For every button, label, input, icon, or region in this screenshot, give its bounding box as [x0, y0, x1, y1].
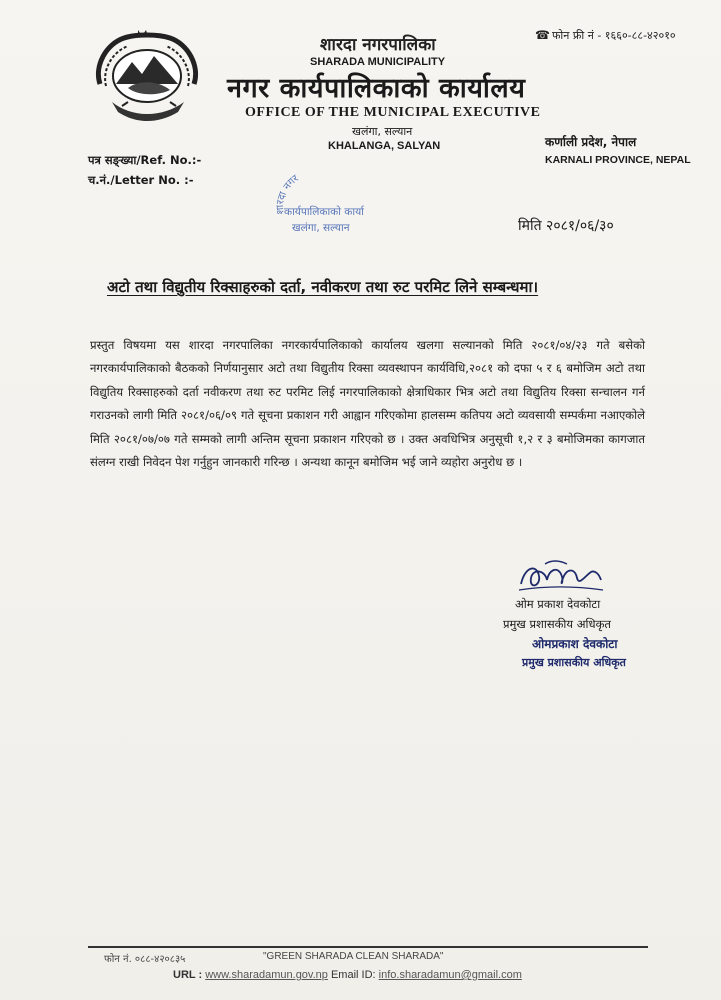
handwritten-signature — [515, 556, 607, 598]
signatory-title-stamp: प्रमुख प्रशासकीय अधिकृत — [522, 656, 626, 669]
location-en: KHALANGA, SALYAN — [328, 140, 441, 152]
signatory-title: प्रमुख प्रशासकीय अधिकृत — [503, 617, 611, 631]
letter-date: मिति २०८१/०६/३० — [518, 218, 614, 234]
municipality-name-np: शारदा नगरपालिका — [320, 35, 436, 55]
province-np: कर्णाली प्रदेश, नेपाल — [545, 135, 637, 149]
office-stamp — [272, 170, 372, 240]
email-link[interactable]: info.sharadamun@gmail.com — [378, 969, 522, 981]
signatory-name-stamp: ओमप्रकाश देवकोटा — [532, 637, 618, 651]
letter-body: प्रस्तुत विषयमा यस शारदा नगरपालिका नगरकार्यपालिकाको कार्यालय खलगा सल्यानको मिति २०८१/०४/२३ गते बसेको नगरकार्यपालिकाको बैठकको निर्णयानुसार अटो तथा विद्युतीय रिक्सा व्यवस्थापन कार्यविधि,२०८१ को दफा ५ र ६ बमोजिम अटो तथा विद्युतिय रिक्साहरुको दर्ता नवीकरण तथा रुट परमिट लिई नगरपालिकाको क्षेत्राधिकार भित्र अटो तथा विद्युतिय रिक्सा सन्चालन गर्न गराउनको लागी मिति २०८१/०६/०९ गते सूचना प्रकाशन गरी आह्वान गरिएकोमा हालसम्म कतिपय अटो व्यवसायी सम्पर्कमा नआएकोले मिति २०८१/०७/०७ गते सम्मको लागी अन्तिम सूचना प्रकाशन गरिएको छ । उक्त अवधिभित्र अनुसूची १,२ र ३ बमोजिमका कागजात संलग्न राखी निवेदन पेश गर्नुहुन जानकारी गरिन्छ । अन्यथा कानून बमोजिम भई जाने व्यहोरा अनुरोध छ । — [90, 338, 645, 470]
nepal-emblem-icon — [92, 26, 202, 126]
signatory-name: ओम प्रकाश देवकोटा — [515, 597, 601, 611]
stamp-text-top: शारदा नगर — [274, 173, 301, 215]
province-en: KARNALI PROVINCE, NEPAL — [545, 154, 691, 166]
header-phone-text: फोन फ्री नं - १६६०-८८-४२०१० — [551, 29, 676, 42]
footer-phone: फोन नं. ०८८-४२०८३५ — [104, 954, 186, 965]
location-np: खलंगा, सल्यान — [352, 125, 413, 138]
footer-contact — [173, 969, 522, 981]
office-name-np: नगर कार्यपालिकाको कार्यालय — [227, 73, 526, 104]
email-label: Email ID: — [330, 969, 376, 981]
municipality-name-en: SHARADA MUNICIPALITY — [310, 56, 446, 68]
telephone-icon: ☎ — [535, 28, 550, 42]
office-name-en: OFFICE OF THE MUNICIPAL EXECUTIVE — [245, 105, 541, 120]
header-phone — [535, 28, 676, 43]
reference-number-label: पत्र सङ्ख्या/Ref. No.:- — [88, 153, 202, 167]
website-link[interactable]: www.sharadamun.gov.np — [205, 969, 328, 981]
letter-subject: अटो तथा विद्युतीय रिक्साहरुको दर्ता, नवीकरण तथा रुट परमिट लिने सम्बन्धमा। — [107, 278, 539, 296]
footer-slogan: "GREEN SHARADA CLEAN SHARADA" — [263, 951, 444, 962]
footer-divider — [88, 946, 648, 948]
letter-number-label: च.नं./Letter No. :- — [88, 173, 194, 187]
stamp-text-bottom: खलंगा, सल्यान — [292, 222, 350, 234]
stamp-text-mid: कार्यपालिकाको कार्या — [284, 206, 364, 218]
url-label: URL : — [173, 969, 203, 981]
